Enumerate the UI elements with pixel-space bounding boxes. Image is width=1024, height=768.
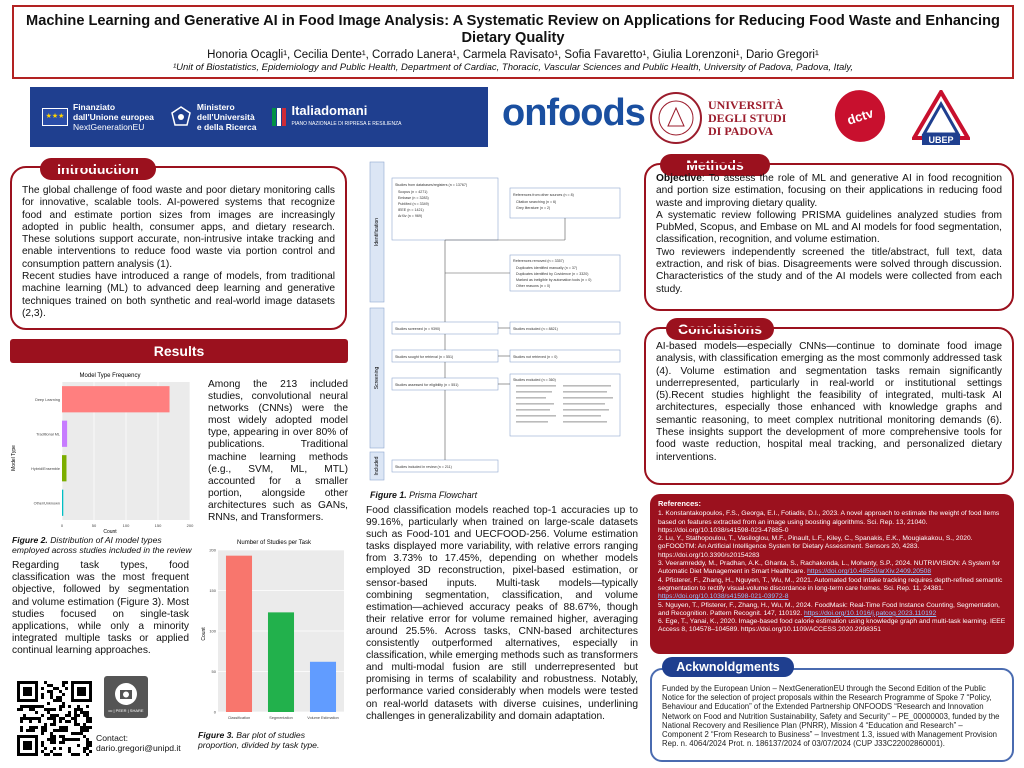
svg-text:Screening: Screening: [374, 366, 380, 390]
reference-2: 2. Lu, Y., Stathopoulou, T., Vasiloglou, M.F., Pinault, L.F., Kiley, C., Spanakis, E.K., Mougiakakou, S., 2020. goFOODTM: An Artificial Intelligence System for Dietary Assessment. Sensors 20, 4283. https://doi.org/10.3390/s20154283: [658, 535, 973, 559]
fig3-title: Number of Studies per Task: [237, 540, 311, 546]
fig3-ytick: 150: [209, 588, 216, 593]
svg-text:Embase (n = 3283): Embase (n = 3283): [398, 196, 429, 200]
methods-paragraph-3: Two reviewers independently screened the title/abstract, full text, data extraction, and risk of bias. Disagreements were solved through discussion. Characteristics of the study and of the AI models were collected from each study.: [656, 246, 1002, 295]
authors: Honoria Ocagli¹, Cecilia Dente¹, Corrado Lanera¹, Carmela Ravisato¹, Sofia Favaretto¹, Giulia Lorenzoni¹, Dario Gregori¹: [207, 49, 819, 61]
fig2-xlabel: Count: [103, 529, 117, 534]
results-performance-text: Food classification models reached top-1 accuracies up to 99.16%, particularly when trained on large-scale datasets such as Food-101 and UECFOOD-256. Volume estimation tasks displayed more variability, with relative errors ranging from 3.73% to 17.45%, depending on whether models employed 3D reconstruction, pixel-based estimation, or sensor-based inputs. Multi-task models—typically combining segmentation, classification, and volume estimation—achieved accuracy peaks of 88.67%, though their relative error for volume remained higher, averaging around 25.5%. Across tasks, CNN-based architectures consistently outperformed alternatives, especially in classification, while emerging methods such as transformers and multi-modal fusion are still underrepresented but promising in terms of scalability and robustness. Notably, performance varied considerably when models were tested on real-world datasets with diverse cuisines, underlining challenges in generalizability and domain adaptation.: [366, 505, 638, 722]
svg-text:Studies excluded (n = 8821): Studies excluded (n = 8821): [513, 327, 558, 331]
fig2-bar: [62, 490, 63, 516]
introduction-heading: Introduction: [40, 158, 156, 180]
fig2-ylabel: Model Type: [11, 445, 17, 471]
reference-4-link[interactable]: https://doi.org/10.1038/s41598-021-03972-8: [658, 593, 789, 601]
svg-text:Other reasons (n = 0): Other reasons (n = 0): [516, 284, 551, 288]
methods-heading: Methods: [660, 154, 770, 176]
fig3-bar: [268, 612, 294, 712]
contact-block: [96, 733, 181, 753]
fig3-bar: [310, 662, 336, 712]
poster-title: Machine Learning and Generative AI in Food Image Analysis: A Systematic Review on Applications for Reducing Food Waste and Enhancing Dietary Quality: [26, 13, 1000, 46]
contact-email[interactable]: dario.gregori@unipd.it: [96, 743, 181, 753]
fig3-category-label: Segmentation: [269, 716, 293, 720]
task-type-chart: [196, 534, 348, 728]
qr-code-icon[interactable]: [14, 678, 94, 758]
references-panel: [650, 494, 1014, 654]
prisma-flowchart: [368, 160, 638, 484]
svg-text:References from other sources: References from other sources (n = 8): [513, 193, 574, 197]
fig2-bar: [62, 455, 66, 481]
cc-badge: cc | PEER | SHARE: [104, 676, 148, 718]
fig2-xtick: 0: [60, 523, 64, 528]
fig2-category-label: Other/Unknown: [33, 501, 60, 506]
svg-text:References removed (n = 3357): References removed (n = 3357): [513, 259, 564, 263]
fig2-xtick: 200: [186, 523, 194, 528]
fig2-title: Model Type Frequency: [79, 373, 141, 379]
dctv-logo: dctv: [828, 84, 892, 149]
reference-4: 4. Pfisterer, F., Zhang, H., Nguyen, T., Wu, M., 2021. Automated food intake tracking requires depth-refined semantic segmentation to rectify visual-volume discordance in long-term care homes. Sci. Rep. 11, 24381. https://doi.org/10.1038/s41598-021-03972-8: [658, 576, 1003, 601]
reference-6: 6. Ege, T., Yanai, K., 2020. Image-based food calorie estimation using knowledge graph and multi-task learning. IEEE Access 8, 104578–104589. https://doi.org/10.1109/ACCESS.2020.2998351: [658, 618, 1006, 634]
italiadomani-logo: Italiadomani PIANO NAZIONALE DI RIPRESA E RESILIENZA: [272, 106, 401, 129]
svg-text:UBEP: UBEP: [928, 135, 954, 145]
republic-emblem-icon: [170, 105, 192, 129]
reference-3-link[interactable]: https://doi.org/10.48550/arXiv.2409.20508: [807, 568, 932, 576]
methods-panel: [644, 163, 1014, 311]
acknowledgments-text: Funded by the European Union – NextGenerationEU through the Second Edition of the Public Notice for the selection of project proposals within the Research Programme of Spoke 7 “Policy, Behaviour and Education” of the Extended Partnership ONFOODS “Research and Innovation Network on Food and Nutrition Sustainability, Safety and Security” – PE_00000003, funded by the National Recovery and Resilience Plan (PNRR), Mission 4 “Education and Research” – Component 2 “From Research to Business” – Investment 1.3, issued with Management Provision Rep. n. 4064/2024 Prot. n. 186137/2024 of 03/07/2024 (CUP J33C22002860001).: [662, 684, 1000, 749]
fig3-bar: [226, 556, 252, 712]
svg-text:Included: Included: [374, 456, 380, 476]
fig2-bar: [62, 421, 67, 447]
svg-text:Grey literature (n = 2): Grey literature (n = 2): [516, 206, 551, 210]
svg-text:Marked as ineligible by automa: Marked as ineligible by automation tools (n = 0): [516, 278, 592, 282]
title-box: [12, 5, 1014, 79]
svg-text:Studies included in review (n: Studies included in review (n = 211): [395, 465, 452, 469]
svg-text:Studies sought for retrieval (: Studies sought for retrieval (n = 551): [395, 355, 454, 359]
camera-icon: [114, 682, 138, 706]
reference-5-link[interactable]: https://doi.org/10.1016/j.patcog.2023.110192: [804, 609, 937, 617]
svg-text:Studies not retrieved (n = 0): Studies not retrieved (n = 0): [513, 355, 558, 359]
svg-text:Studies excluded (n = 360): Studies excluded (n = 360): [513, 378, 556, 382]
svg-text:PubMed (n = 3349): PubMed (n = 3349): [398, 202, 429, 206]
results-task-text: Regarding task types, food classification was the most frequent objective, followed by segmentation and volume estimation (Figure 3). Most studies focused on single-task applications, while only a minority integrated multiple tasks or applied continual learning approaches.: [12, 560, 189, 657]
model-type-chart: [10, 368, 198, 534]
acknowledgments-panel: [650, 668, 1014, 762]
intro-paragraph-2: Recent studies have introduced a range of models, from traditional machine learning (ML) to advanced deep learning and generative techniques trained on both synthetic and real-world image datasets (2,3).: [22, 271, 335, 319]
svg-text:Duplicates identified manually: Duplicates identified manually (n = 37): [516, 266, 578, 270]
fig3-ytick: 200: [209, 547, 216, 553]
svg-text:Scopus (n = 4271): Scopus (n = 4271): [398, 190, 428, 194]
fig3-caption: Figure 3. Bar plot of studies proportion, divided by task type.: [198, 730, 320, 750]
svg-text:IEEE (n = 1421): IEEE (n = 1421): [398, 208, 424, 212]
fig2-bar: [62, 386, 170, 412]
fig3-ytick: 100: [209, 628, 216, 634]
fig3-category-label: Volume Estimation: [307, 716, 339, 720]
fig3-ylabel: Count: [201, 627, 207, 641]
fig2-xtick: 150: [154, 523, 162, 528]
methods-paragraph-2: A systematic review following PRISMA guidelines analyzed studies from PubMed, Scopus, and Embase on ML and AI models for food segmentation, classification, recognition, and volume estimation.: [656, 209, 1002, 246]
svg-text:Studies assessed for eligibili: Studies assessed for eligibility (n = 551): [395, 383, 459, 387]
italy-flag-icon: [272, 106, 286, 128]
unipd-seal-icon: [650, 92, 702, 144]
svg-text:ArXiv (n = 969): ArXiv (n = 969): [398, 214, 423, 218]
fig2-caption: Figure 2. Distribution of AI model types employed across studies included in the review: [12, 535, 192, 555]
svg-text:Duplicates identified by Covid: Duplicates identified by Covidence (n = 3320): [516, 272, 589, 276]
fig2-category-label: Deep Learning: [35, 397, 60, 402]
fig1-caption: Figure 1. Prisma Flowchart: [370, 490, 478, 500]
contact-label: Contact:: [96, 733, 129, 743]
affiliation: ¹Unit of Biostatistics, Epidemiology and Public Health, Department of Cardiac, Thoracic, Vascular Sciences and Public Health, University of Padova, Padova, Italy,: [172, 62, 854, 73]
mur-logo: Ministero dell'Università e della Ricerca: [170, 102, 257, 132]
conclusions-heading: Conclusions: [666, 318, 774, 340]
svg-text:Studies from databases/registe: Studies from databases/registers (n = 13767): [395, 183, 468, 187]
svg-text:Citation searching (n = 6): Citation searching (n = 6): [516, 200, 557, 204]
eu-flag-icon: ★★★: [42, 108, 68, 126]
fig2-xtick: 100: [122, 523, 130, 528]
onfoods-logo: onfoods: [502, 92, 645, 134]
fig2-category-label: Hybrid/Ensemble: [31, 466, 60, 471]
fig2-category-label: Traditional ML: [36, 432, 60, 437]
acknowledgments-heading: Ackwnoldgments: [662, 657, 794, 677]
fig2-xtick: 50: [91, 523, 97, 528]
objective-label: Objective: [656, 173, 702, 184]
fig3-category-label: Classification: [227, 716, 251, 720]
fig3-ytick: 0: [213, 709, 216, 715]
funding-logo-bar: [30, 87, 488, 147]
conclusions-panel: [644, 327, 1014, 485]
reference-5: 5. Nguyen, T., Pfisterer, F., Zhang, H., Wu, M., 2024. FoodMask: Real-Time Food Instance Counting, Segmentation, and Recognition. Pattern Recognit. 147, 110192. https://doi.org/10.1016/j.patcog.2023.110192: [658, 601, 1000, 617]
ubep-logo: [912, 90, 970, 146]
eu-logo: ★★★ Finanziato dall'Unione europea NextGenerationEU: [42, 102, 154, 132]
results-model-text: Among the 213 included studies, convolutional neural networks (CNNs) were the most widely adopted model type, appearing in over 80% of publications. Traditional machine learning methods (e.g., SVM, ML, MTL) accounted for a smaller portion, alongside other architectures such as GANs, RNNs, and Transformers.: [208, 379, 348, 524]
objective-text: : To assess the role of ML and generative AI in food recognition and portion size estimation, focusing on their applications in reducing food waste and improving dietary quality.: [656, 173, 1002, 209]
reference-3: 3. Veeramreddy, M., Pradhan, A.K., Ghanta, S., Rachakonda, L., Mohanty, S.P., 2024. NUTRI/VISION: A System for Automatic Diet Management in Smart Healthcare. https://doi.org/10.48550/arXiv.2409.20508: [658, 560, 1000, 576]
svg-text:Identification: Identification: [374, 217, 380, 247]
conclusions-text: AI-based models—especially CNNs—continue to dominate food image analysis, with classification emerging as the most commonly addressed task (4). Volume estimation and segmentation tasks remain significantly underrepresented, particularly in real-world or institutional settings (5).Recent studies highlight the feasibility of integrated, multi-task AI architectures, especially those enhanced with knowledge graphs and semantic reasoning, to meet complex nutritional monitoring demands (6). These insights support the development of more comprehensive tools for food waste reduction, hospital meal tracking, and personalized dietary interventions.: [656, 341, 1002, 463]
unipd-logo: UNIVERSITÀ DEGLI STUDI DI PADOVA: [650, 92, 786, 144]
reference-1: 1. Konstantakopoulos, F.S., Georga, E.I., Fotiadis, D.I., 2023. A novel approach to estimate the weight of food items based on features extracted from an image using boosting algorithms. Sci. Rep. 13, 21040. https://doi.org/10.1038/s41598-023-47885-0: [658, 510, 1000, 534]
introduction-panel: [10, 166, 347, 330]
intro-paragraph-1: The global challenge of food waste and poor dietary monitoring calls for innovative, scalable tools. AI-powered systems that recognize food and estimate portion sizes from images are increasingly adopted in public health, consumer apps, and dietary research. These solutions support accurate, non-intrusive intake tracking and enable interventions to reduce food waste via portion control and consumption pattern analysis (1).: [22, 185, 335, 270]
results-heading: Results: [10, 339, 348, 363]
references-heading: References:: [658, 499, 701, 508]
fig3-ytick: 50: [211, 669, 216, 674]
svg-text:Studies screened (n = 9390): Studies screened (n = 9390): [395, 327, 441, 331]
